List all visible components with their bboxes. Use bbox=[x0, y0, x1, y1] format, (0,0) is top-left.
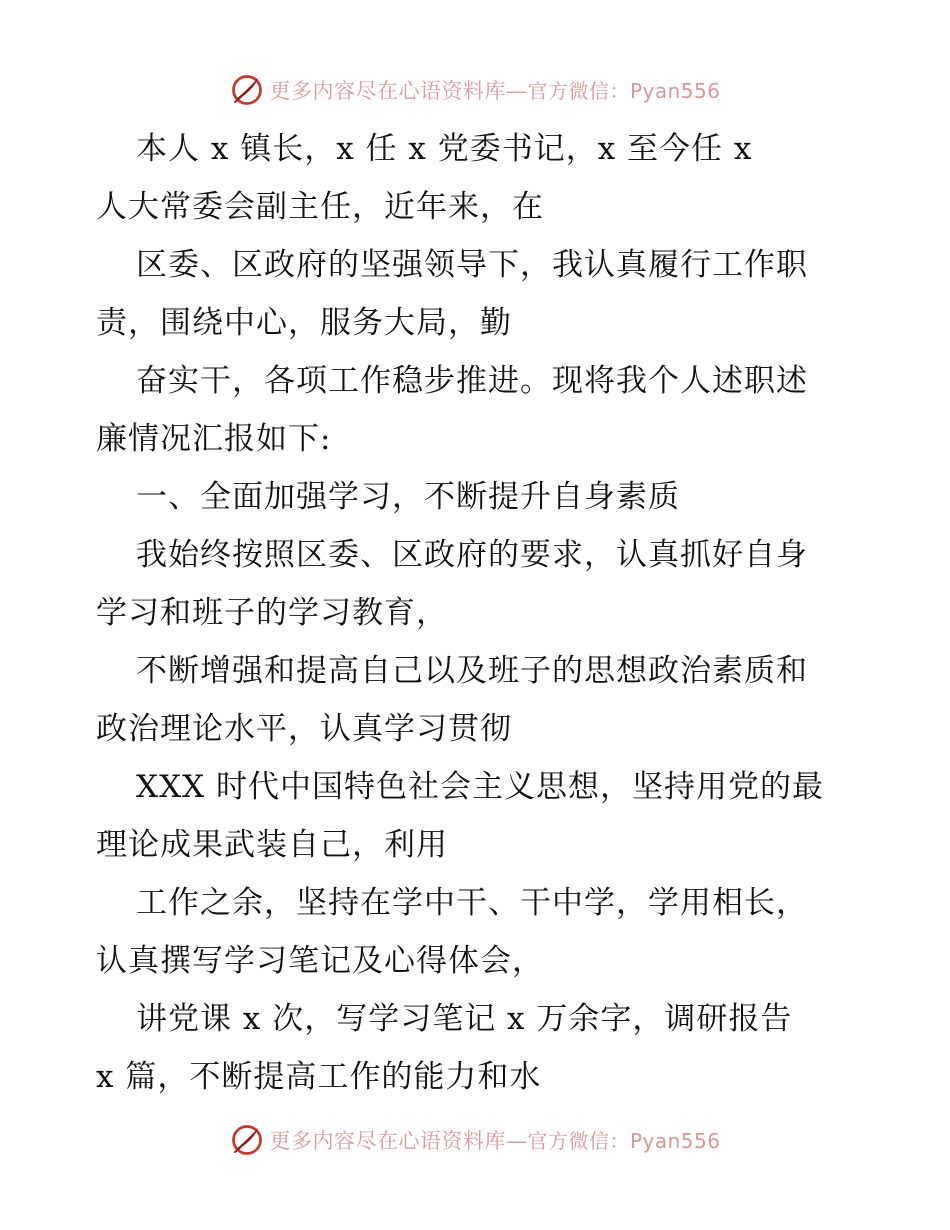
paragraph-line: 工作之余，坚持在学中干、干中学，学用相长， bbox=[136, 885, 808, 921]
document-body bbox=[96, 120, 856, 1106]
watermark-site: 更多内容尽在心语资料库 bbox=[269, 1129, 506, 1153]
paragraph-line: 奋实干，各项工作稳步推进。现将我个人述职述 bbox=[136, 363, 808, 399]
paragraph-line: 不断增强和提高自己以及班子的思想政治素质和 bbox=[136, 653, 808, 689]
paragraph-line: 学习和班子的学习教育， bbox=[96, 595, 448, 631]
watermark-site: 更多内容尽在心语资料库 bbox=[269, 79, 506, 103]
paragraph-line: 我始终按照区委、区政府的要求，认真抓好自身 bbox=[136, 537, 808, 573]
paragraph-line: 人大常委会副主任，近年来，在 bbox=[96, 189, 544, 225]
paragraph-line: x 篇，不断提高工作的能力和水 bbox=[96, 1059, 542, 1095]
paragraph-line: 廉情况汇报如下: bbox=[96, 421, 332, 457]
paragraph-line: 区委、区政府的坚强领导下，我认真履行工作职 bbox=[136, 247, 808, 283]
paragraph-line: 责，围绕中心，服务大局，勤 bbox=[96, 305, 512, 341]
watermark-text bbox=[269, 75, 720, 105]
watermark-wechat: 官方微信：Pyan556 bbox=[527, 79, 721, 103]
footer-watermark bbox=[0, 1120, 950, 1160]
paragraph-line: 讲党课 x 次，写学习笔记 x 万余字，调研报告 bbox=[136, 1001, 793, 1037]
paragraph-line: 理论成果武装自己，利用 bbox=[96, 827, 448, 863]
watermark-text bbox=[269, 1125, 720, 1155]
paragraph-line: 认真撰写学习笔记及心得体会， bbox=[96, 943, 544, 979]
header-watermark bbox=[0, 70, 950, 110]
watermark-wechat: 官方微信：Pyan556 bbox=[527, 1129, 721, 1153]
section-heading: 一、全面加强学习，不断提升自身素质 bbox=[136, 479, 680, 515]
paragraph-line: 政治理论水平，认真学习贯彻 bbox=[96, 711, 512, 747]
quill-pen-logo-icon bbox=[229, 1122, 265, 1158]
paragraph-line: XXX 时代中国特色社会主义思想，坚持用党的最 bbox=[136, 769, 825, 805]
quill-pen-logo-icon bbox=[229, 72, 265, 108]
paragraph-line: 本人 x 镇长，x 任 x 党委书记，x 至今任 x bbox=[136, 131, 753, 167]
watermark-dash: — bbox=[505, 79, 528, 103]
watermark-dash: — bbox=[505, 1129, 528, 1153]
